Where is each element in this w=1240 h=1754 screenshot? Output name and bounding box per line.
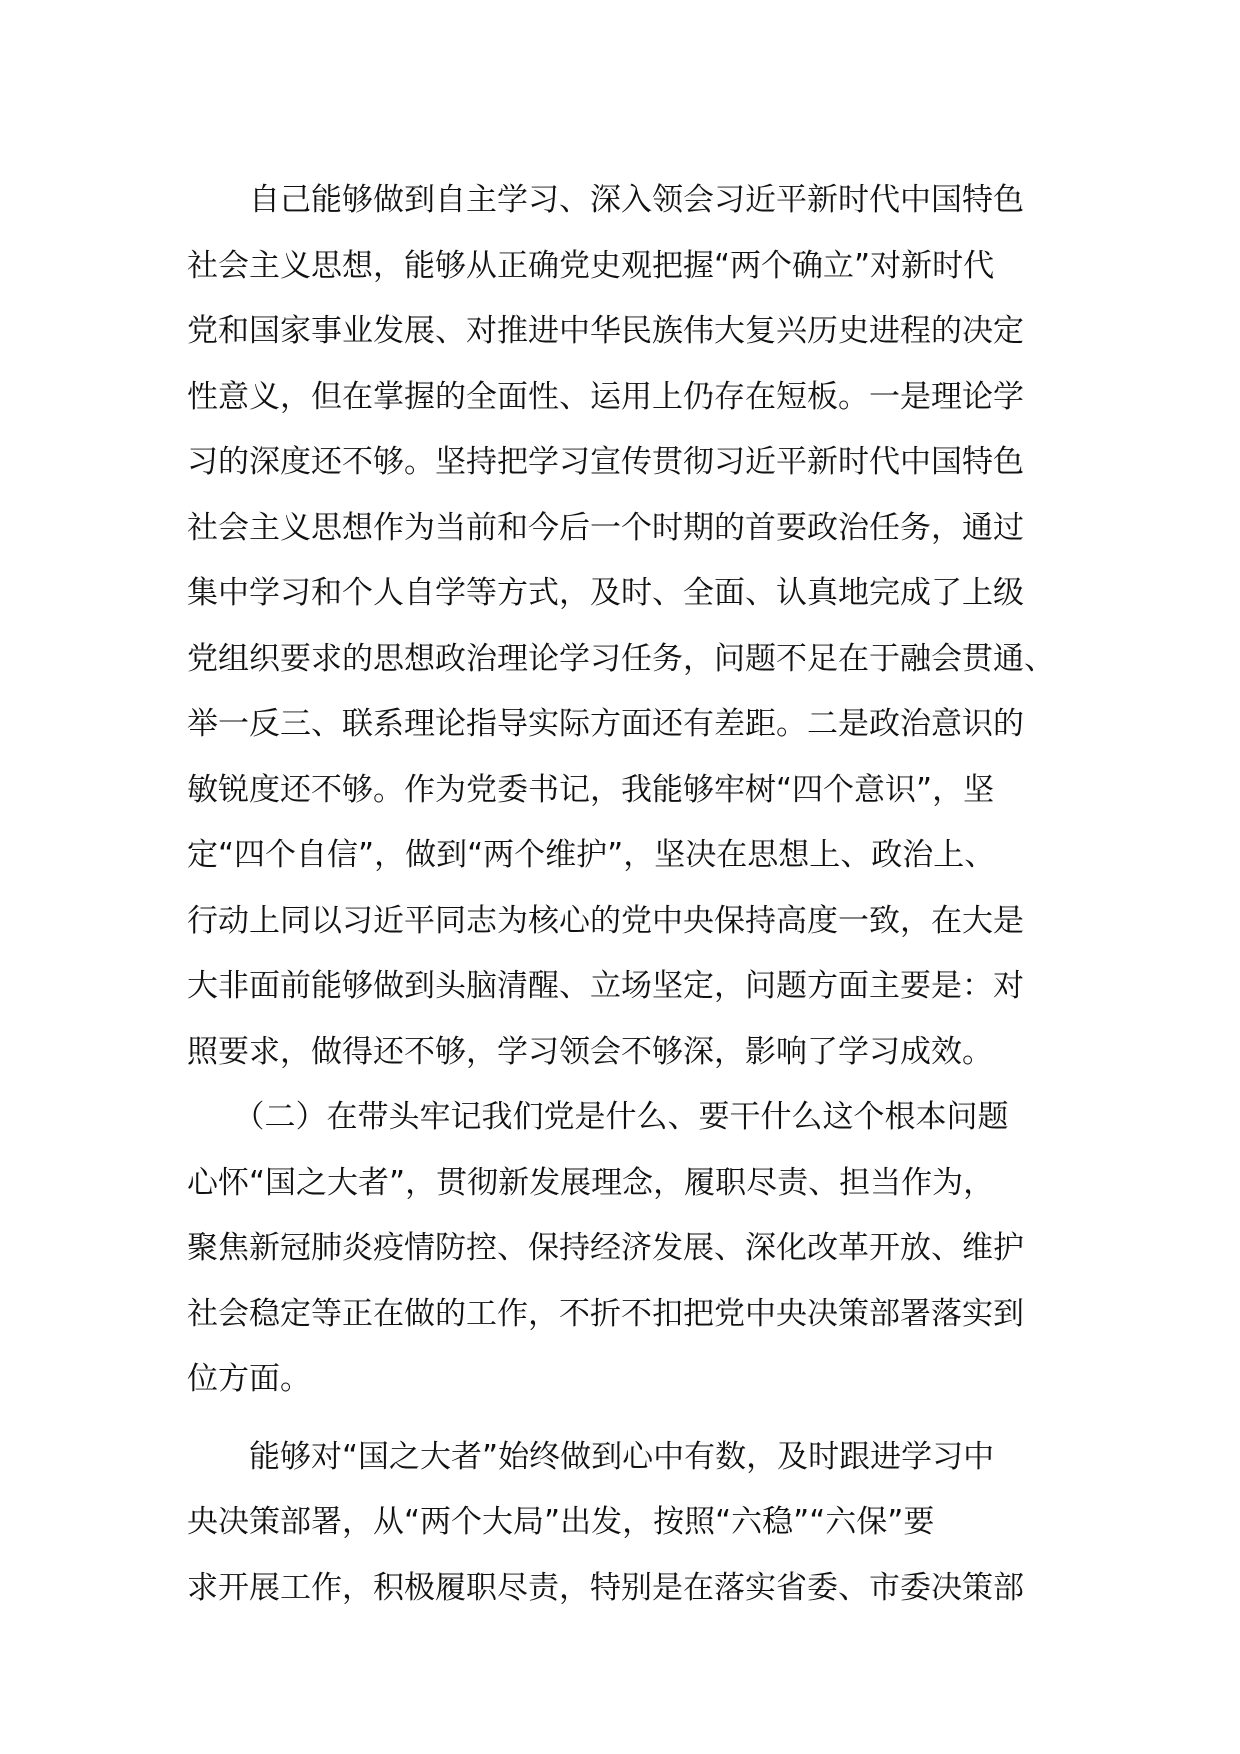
section-heading-line: 心怀“国之大者”，贯彻新发展理念，履职尽责、担当作为， (187, 1164, 995, 1201)
text-line: 敏锐度还不够。作为党委书记，我能够牢树“四个意识”，坚 (187, 771, 995, 808)
section-heading-line: 聚焦新冠肺炎疫情防控、保持经济发展、深化改革开放、维护 (187, 1230, 1024, 1266)
text-line: 求开展工作，积极履职尽责，特别是在落实省委、市委决策部 (187, 1569, 1024, 1606)
document-body (187, 168, 1067, 1621)
section-heading-line: 社会稳定等正在做的工作，不折不扣把党中央决策部署落实到 (187, 1295, 1024, 1332)
text-line: 定“四个自信”，做到“两个维护”，坚决在思想上、政治上、 (187, 837, 996, 873)
section-heading-line: （二）在带头牢记我们党是什么、要干什么这个根本问题 (187, 1099, 1009, 1135)
text-line: 党和国家事业发展、对推进中华民族伟大复兴历史进程的决定 (187, 313, 1024, 349)
text-line: 集中学习和个人自学等方式，及时、全面、认真地完成了上级 (187, 575, 1024, 611)
text-line: 举一反三、联系理论指导实际方面还有差距。二是政治意识的 (187, 706, 1024, 742)
text-line: 行动上同以习近平同志为核心的党中央保持高度一致，在大是 (187, 902, 1024, 939)
text-line: 习的深度还不够。坚持把学习宣传贯彻习近平新时代中国特色 (187, 444, 1024, 480)
text-line: 性意义，但在掌握的全面性、运用上仍存在短板。一是理论学 (187, 378, 1024, 415)
text-line: 大非面前能够做到头脑清醒、立场坚定，问题方面主要是：对 (187, 968, 1024, 1004)
text-line: 社会主义思想，能够从正确党史观把握“两个确立”对新时代 (187, 247, 995, 284)
text-line: 社会主义思想作为当前和今后一个时期的首要政治任务，通过 (187, 509, 1024, 546)
section-heading-line: 位方面。 (187, 1361, 311, 1397)
text-line: 党组织要求的思想政治理论学习任务，问题不足在于融会贯通、 (187, 640, 1055, 677)
paragraph-spacer (187, 1413, 1067, 1425)
text-line: 照要求，做得还不够，学习领会不够深，影响了学习成效。 (187, 1033, 993, 1070)
text-line: 能够对“国之大者”始终做到心中有数，及时跟进学习中 (187, 1438, 995, 1475)
text-line: 自己能够做到自主学习、深入领会习近平新时代中国特色 (187, 182, 1024, 218)
text-line: 央决策部署，从“两个大局”出发，按照“六稳”“六保”要 (187, 1504, 935, 1540)
